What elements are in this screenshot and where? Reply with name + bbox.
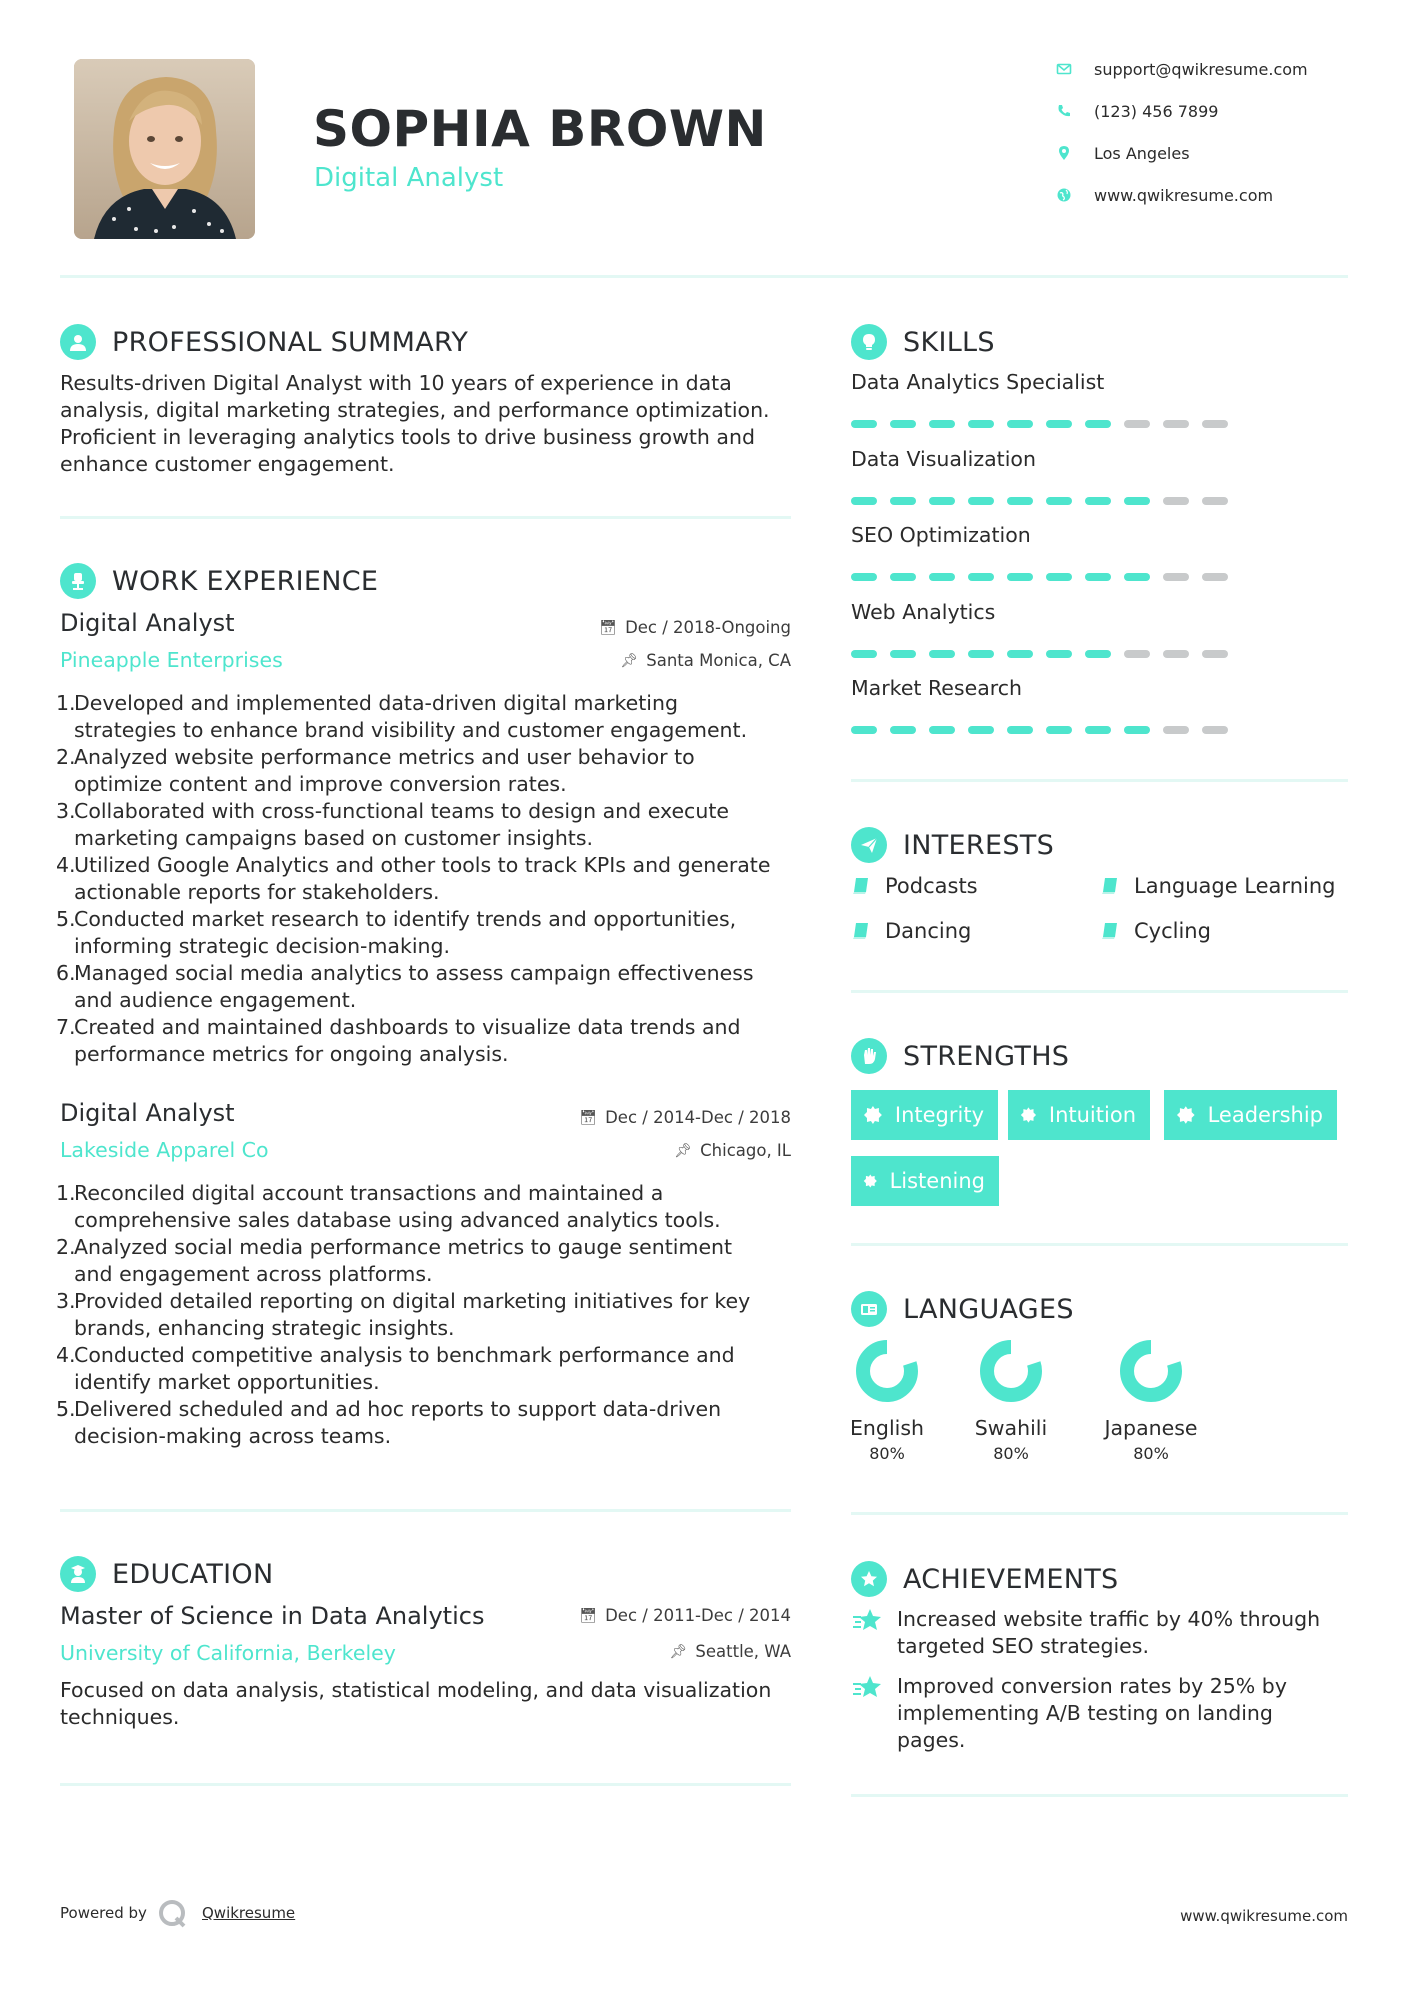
education-line: techniques. [60, 1705, 180, 1729]
user-icon [60, 324, 96, 360]
powered-by-label: Powered by [60, 1904, 147, 1922]
list-line: and engagement across platforms. [74, 1262, 433, 1286]
skill-level-segment [1124, 573, 1150, 581]
interest-item [851, 919, 971, 943]
list-number: 5. [56, 1397, 76, 1421]
list-line: Collaborated with cross-functional teams to design and execute [74, 799, 729, 823]
education-heading [60, 1554, 273, 1594]
list-line: optimize content and improve conversion rates. [74, 772, 567, 796]
interest-item [1100, 874, 1335, 898]
star-badge-icon [851, 1561, 887, 1597]
job-location [491, 1141, 791, 1160]
star-trophy-icon [851, 1606, 885, 1636]
skill-level-segment [851, 726, 877, 734]
job-company: Lakeside Apparel Co [60, 1138, 269, 1162]
strength-chip [851, 1090, 998, 1140]
skill-level-segment [1046, 420, 1072, 428]
list-line: marketing campaigns based on customer insights. [74, 826, 594, 850]
contact-phone-text: (123) 456 7899 [1094, 101, 1219, 121]
skill-level-bar [851, 497, 1228, 505]
achievement-line: implementing A/B testing on landing [897, 1701, 1273, 1725]
skill-level-segment [851, 650, 877, 658]
star-trophy-icon [851, 1673, 885, 1703]
summary-divider [60, 516, 791, 519]
list-number: 4. [56, 853, 76, 877]
job-location [491, 651, 791, 670]
education-dates-text: Dec / 2011-Dec / 2014 [605, 1606, 791, 1625]
badge-icon [863, 1105, 883, 1125]
book-icon [851, 876, 871, 896]
summary-line: Proficient in leveraging analytics tools to drive business growth and [60, 425, 755, 449]
summary-line: analysis, digital marketing strategies, and performance optimization. [60, 398, 770, 422]
skill-name: Market Research [851, 676, 1023, 700]
pushpin-icon: 📌︎ [674, 1142, 693, 1159]
list-line: Developed and implemented data-driven digital marketing [74, 691, 678, 715]
contact-website[interactable] [1054, 183, 1384, 207]
list-number: 3. [56, 1289, 76, 1313]
experience-heading [60, 561, 378, 601]
job-responsibilities [56, 690, 801, 1068]
pushpin-icon: 📌︎ [620, 652, 639, 669]
strength-label: Leadership [1207, 1103, 1323, 1127]
list-line: identify market opportunities. [74, 1370, 380, 1394]
skill-level-segment [1046, 573, 1072, 581]
list-item [56, 1014, 801, 1068]
contact-website-text: www.qwikresume.com [1094, 185, 1274, 205]
strength-label: Integrity [894, 1103, 984, 1127]
list-line: informing strategic decision-making. [74, 934, 451, 958]
summary-heading [60, 322, 468, 362]
list-line: Delivered scheduled and ad hoc reports to support data-driven [74, 1397, 722, 1421]
skill-level-segment [890, 573, 916, 581]
strengths-heading [851, 1036, 1069, 1076]
achievement-item [851, 1606, 1331, 1660]
list-number: 2. [56, 1235, 76, 1259]
interests-title: INTERESTS [903, 829, 1055, 861]
education-line: Focused on data analysis, statistical modeling, and data visualization [60, 1678, 772, 1702]
badge-icon [863, 1171, 878, 1191]
job-title: Digital Analyst [60, 1099, 235, 1127]
skill-level-segment [1046, 650, 1072, 658]
profile-photo [74, 59, 255, 239]
brand-link[interactable]: Qwikresume [202, 1904, 296, 1922]
list-line: Created and maintained dashboards to visualize data trends and [74, 1015, 741, 1039]
list-item [56, 798, 801, 852]
skill-level-segment [890, 650, 916, 658]
calendar-icon: 📅︎ [579, 1109, 598, 1126]
skill-level-segment [1085, 650, 1111, 658]
skills-divider [851, 779, 1348, 782]
list-line: performance metrics for ongoing analysis. [74, 1042, 509, 1066]
language-percent: 80% [993, 1444, 1029, 1463]
list-number: 1. [56, 1181, 76, 1205]
skill-level-segment [1085, 573, 1111, 581]
list-item [56, 852, 801, 906]
languages-title: LANGUAGES [903, 1293, 1074, 1325]
strengths-title: STRENGTHS [903, 1040, 1070, 1072]
chair-icon [60, 563, 96, 599]
calendar-icon: 📅︎ [579, 1607, 598, 1624]
list-line: Utilized Google Analytics and other tools to track KPIs and generate [74, 853, 771, 877]
skill-name: Web Analytics [851, 599, 996, 624]
skill-level-segment [1163, 726, 1189, 734]
list-item [56, 1396, 801, 1450]
list-number: 6. [56, 961, 76, 985]
book-icon [1100, 876, 1120, 896]
list-item [56, 690, 801, 744]
skill-level-segment [929, 420, 955, 428]
skill-level-segment [1007, 726, 1033, 734]
strength-label: Intuition [1048, 1103, 1136, 1127]
skill-level-segment [1202, 726, 1228, 734]
experience-divider [60, 1509, 791, 1512]
education-title: EDUCATION [112, 1558, 274, 1590]
lightbulb-icon [851, 324, 887, 360]
job-dates-text: Dec / 2018-Ongoing [625, 618, 791, 637]
list-item [56, 1288, 801, 1342]
skill-level-segment [1007, 420, 1033, 428]
header-divider [60, 275, 1348, 278]
job-company: Pineapple Enterprises [60, 648, 283, 672]
job-dates [491, 618, 791, 637]
degree-title: Master of Science in Data Analytics [60, 1602, 485, 1630]
language-level-ring [854, 1338, 920, 1404]
skill-level-segment [1202, 650, 1228, 658]
strength-chip [1164, 1090, 1337, 1140]
skill-level-segment [929, 726, 955, 734]
list-line: Managed social media analytics to assess campaign effectiveness [74, 961, 754, 985]
achievements-heading [851, 1559, 1119, 1599]
skill-level-segment [1124, 497, 1150, 505]
phone-icon [1054, 101, 1074, 121]
language-percent: 80% [1133, 1444, 1169, 1463]
skill-level-segment [890, 497, 916, 505]
language-level-ring [978, 1338, 1044, 1404]
education-description [60, 1677, 800, 1731]
interest-label: Language Learning [1134, 874, 1336, 898]
summary-line: enhance customer engagement. [60, 452, 395, 476]
skill-level-segment [1124, 650, 1150, 658]
job-dates [491, 1108, 791, 1127]
list-number: 7. [56, 1015, 76, 1039]
hand-icon [851, 1038, 887, 1074]
language-name: English [849, 1416, 925, 1440]
pushpin-icon: 📌︎ [669, 1643, 688, 1660]
skill-level-segment [851, 420, 877, 428]
skill-level-segment [968, 573, 994, 581]
list-number: 5. [56, 907, 76, 931]
skill-level-segment [1085, 420, 1111, 428]
skill-name: SEO Optimization [851, 523, 1031, 547]
contact-location-text: Los Angeles [1094, 143, 1190, 163]
skill-level-segment [929, 497, 955, 505]
candidate-title: Digital Analyst [314, 163, 504, 193]
skill-level-segment [1046, 726, 1072, 734]
skill-level-segment [1007, 573, 1033, 581]
skill-level-bar [851, 650, 1228, 658]
list-number: 3. [56, 799, 76, 823]
experience-title: WORK EXPERIENCE [112, 565, 379, 597]
skill-level-segment [1085, 726, 1111, 734]
job-location-text: Santa Monica, CA [646, 651, 791, 670]
candidate-name: SOPHIA BROWN [313, 100, 767, 158]
globe-icon [1054, 185, 1074, 205]
achievements-divider [851, 1794, 1348, 1797]
skill-name: Data Visualization [851, 446, 1036, 471]
list-line: brands, enhancing strategic insights. [74, 1316, 455, 1340]
languages-heading [851, 1289, 1074, 1329]
achievements-title: ACHIEVEMENTS [903, 1563, 1119, 1595]
list-item [56, 1342, 801, 1396]
list-number: 4. [56, 1343, 76, 1367]
skill-level-segment [890, 726, 916, 734]
strengths-divider [851, 1243, 1348, 1246]
language-level-arc [987, 1347, 1035, 1395]
skill-level-segment [968, 726, 994, 734]
language-name: Japanese [1104, 1416, 1198, 1440]
list-line: Provided detailed reporting on digital marketing initiatives for key [74, 1289, 751, 1313]
interests-divider [851, 990, 1348, 993]
education-divider [60, 1783, 791, 1786]
language-item [1091, 1338, 1211, 1463]
skill-level-segment [1163, 650, 1189, 658]
list-line: Analyzed social media performance metrics to gauge sentiment [74, 1235, 733, 1259]
language-percent: 80% [869, 1444, 905, 1463]
book-icon [1100, 921, 1120, 941]
language-level-ring [1118, 1338, 1184, 1404]
skill-level-segment [851, 573, 877, 581]
skills-title: SKILLS [903, 326, 995, 358]
contact-email-text: support@qwikresume.com [1094, 59, 1308, 79]
list-item [56, 1234, 801, 1288]
interests-heading [851, 825, 1054, 865]
list-item [56, 960, 801, 1014]
skill-level-bar [851, 420, 1228, 428]
interest-label: Podcasts [885, 874, 978, 898]
list-line: comprehensive sales database using advanced analytics tools. [74, 1208, 721, 1232]
list-line: Conducted market research to identify trends and opportunities, [74, 907, 737, 931]
skills-heading [851, 322, 995, 362]
education-location-text: Seattle, WA [695, 1642, 791, 1661]
skill-level-segment [1163, 497, 1189, 505]
skill-level-segment [1202, 573, 1228, 581]
job-dates-text: Dec / 2014-Dec / 2018 [605, 1108, 791, 1127]
achievement-line: Improved conversion rates by 25% by [897, 1674, 1287, 1698]
language-level-arc [863, 1347, 911, 1395]
skill-level-bar [851, 573, 1228, 581]
interest-item [851, 874, 978, 898]
book-icon [851, 921, 871, 941]
achievement-line: targeted SEO strategies. [897, 1634, 1149, 1658]
list-item [56, 1180, 801, 1234]
school-name: University of California, Berkeley [60, 1641, 396, 1665]
strength-label: Listening [889, 1169, 985, 1193]
achievement-item [851, 1673, 1331, 1754]
skill-level-segment [1163, 573, 1189, 581]
list-line: decision-making across teams. [74, 1424, 392, 1448]
skill-level-segment [968, 497, 994, 505]
skill-level-segment [929, 573, 955, 581]
summary-text [60, 370, 800, 478]
language-card-icon [851, 1291, 887, 1327]
skill-level-segment [929, 650, 955, 658]
job-location-text: Chicago, IL [700, 1141, 791, 1160]
education-location [491, 1642, 791, 1661]
skill-level-segment [1007, 497, 1033, 505]
contact-phone[interactable] [1054, 99, 1384, 123]
interest-item [1100, 919, 1211, 943]
achievement-line: pages. [897, 1728, 966, 1752]
skill-name: Data Analytics Specialist [851, 370, 1105, 394]
graduate-icon [60, 1556, 96, 1592]
skill-level-segment [1124, 726, 1150, 734]
skill-level-segment [1046, 497, 1072, 505]
skill-level-segment [1124, 420, 1150, 428]
interest-label: Cycling [1134, 919, 1211, 943]
skill-level-segment [968, 420, 994, 428]
map-pin-icon [1054, 143, 1074, 163]
profile-photo-illustration [74, 59, 255, 239]
contact-email[interactable] [1054, 57, 1384, 81]
skill-level-segment [968, 650, 994, 658]
mail-icon [1054, 59, 1074, 79]
strength-chip [1008, 1090, 1150, 1140]
summary-line: Results-driven Digital Analyst with 10 years of experience in data [60, 371, 732, 395]
interest-label: Dancing [885, 919, 972, 943]
summary-title: PROFESSIONAL SUMMARY [112, 326, 469, 358]
education-dates [491, 1606, 791, 1625]
skill-level-bar [851, 726, 1228, 734]
list-line: actionable reports for stakeholders. [74, 880, 440, 904]
list-item [56, 744, 801, 798]
skill-level-segment [1202, 497, 1228, 505]
language-name: Swahili [974, 1416, 1048, 1440]
list-line: Analyzed website performance metrics and user behavior to [74, 745, 695, 769]
list-line: and audience engagement. [74, 988, 357, 1012]
list-number: 2. [56, 745, 76, 769]
language-item [827, 1338, 947, 1463]
list-number: 1. [56, 691, 76, 715]
language-item [951, 1338, 1071, 1463]
language-level-arc [1127, 1347, 1175, 1395]
achievement-line: Increased website traffic by 40% through [897, 1607, 1321, 1631]
skill-level-segment [1007, 650, 1033, 658]
paper-plane-icon [851, 827, 887, 863]
skill-level-segment [1085, 497, 1111, 505]
skill-level-segment [1163, 420, 1189, 428]
skill-level-segment [1202, 420, 1228, 428]
calendar-icon: 📅︎ [599, 619, 618, 636]
job-title: Digital Analyst [60, 609, 235, 637]
strength-chip [851, 1156, 999, 1206]
list-line: Conducted competitive analysis to benchmark performance and [74, 1343, 735, 1367]
skill-level-segment [890, 420, 916, 428]
languages-divider [851, 1512, 1348, 1515]
list-line: Reconciled digital account transactions and maintained a [74, 1181, 664, 1205]
contact-location [1054, 141, 1384, 165]
badge-icon [1176, 1105, 1196, 1125]
qwikresume-logo-icon [157, 1898, 189, 1930]
skill-level-segment [851, 497, 877, 505]
list-line: strategies to enhance brand visibility and customer engagement. [74, 718, 748, 742]
badge-icon [1020, 1105, 1037, 1125]
list-item [56, 906, 801, 960]
job-responsibilities [56, 1180, 801, 1450]
footer-url[interactable]: www.qwikresume.com [1180, 1907, 1348, 1925]
